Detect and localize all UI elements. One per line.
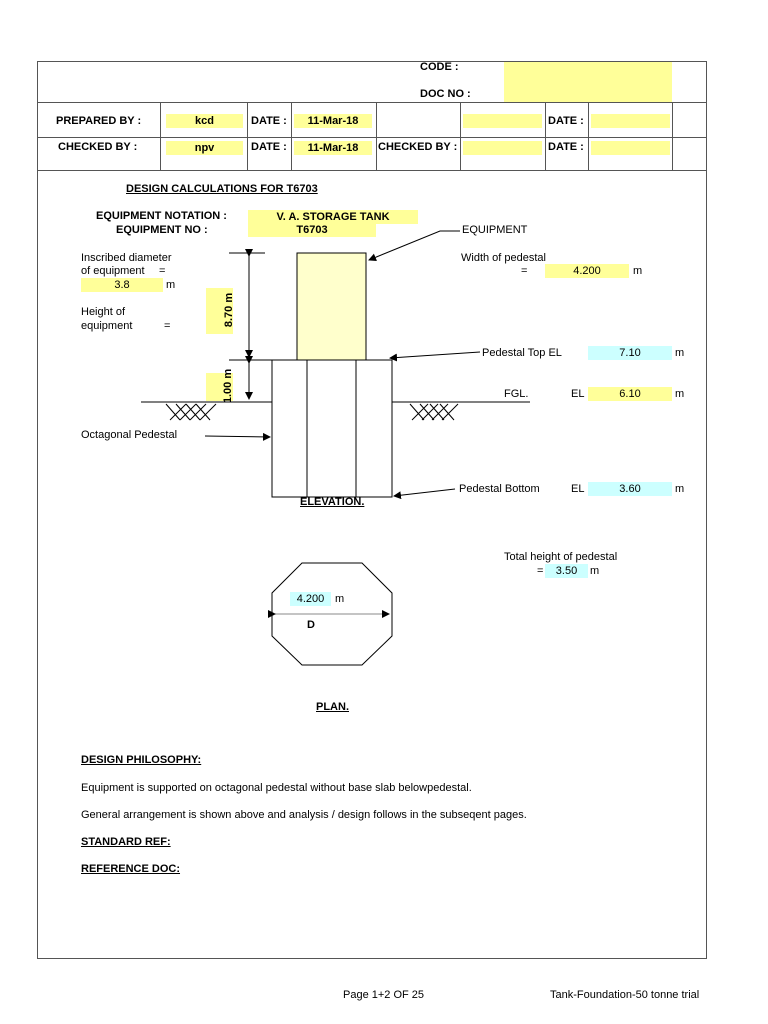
- date-label: DATE :: [251, 141, 287, 153]
- equipment-notation-field[interactable]: V. A. STORAGE TANK: [248, 210, 418, 224]
- bottom-el-leader: [394, 489, 455, 496]
- unit-label: m: [335, 593, 345, 605]
- inscribed-diameter-field[interactable]: 3.8: [81, 278, 163, 292]
- top-el-label: Pedestal Top EL: [482, 347, 562, 359]
- el-label: EL: [571, 388, 585, 400]
- total-height-label: Total height of pedestal: [504, 551, 618, 563]
- octagonal-pedestal-label: Octagonal Pedestal: [81, 429, 178, 441]
- pedestal-dim-label: 1.00 m: [222, 368, 234, 404]
- file-name: Tank-Foundation-50 tonne trial: [550, 989, 700, 1001]
- height-label: Height of: [81, 306, 126, 318]
- equipment-callout-label: EQUIPMENT: [462, 224, 528, 236]
- top-el-leader: [390, 352, 480, 358]
- unit-label: m: [675, 483, 685, 495]
- pedestal-body: [272, 360, 392, 497]
- prepared-by-field[interactable]: kcd: [166, 114, 243, 128]
- inscribed-diameter-label: Inscribed diameter: [81, 252, 172, 264]
- inscribed-diameter-label-2: of equipment: [81, 265, 145, 277]
- fgl-label: FGL.: [504, 388, 529, 400]
- philosophy-line-2: General arrangement is shown above and analysis / design follows in the subseqent pages.: [81, 809, 527, 821]
- design-philosophy-heading: DESIGN PHILOSOPHY:: [81, 754, 202, 766]
- equipment-no-field[interactable]: T6703: [248, 223, 376, 237]
- total-height-field[interactable]: 3.50: [545, 564, 588, 578]
- date-label-2: DATE :: [548, 115, 584, 127]
- el-label: EL: [571, 483, 585, 495]
- unit-label: m: [675, 347, 685, 359]
- elevation-label: ELEVATION.: [300, 496, 365, 508]
- equals-sign: =: [159, 265, 166, 277]
- date-label-2: DATE :: [548, 141, 584, 153]
- equipment-no-label: EQUIPMENT NO :: [116, 224, 208, 236]
- date-label: DATE :: [251, 115, 287, 127]
- checked-by-label: CHECKED BY :: [58, 141, 138, 153]
- checked-date-field[interactable]: 11-Mar-18: [294, 141, 372, 155]
- bottom-el-field[interactable]: 3.60: [588, 482, 672, 496]
- reference-doc-heading: REFERENCE DOC:: [81, 863, 181, 875]
- height-label-2: equipment: [81, 320, 133, 332]
- top-el-field[interactable]: 7.10: [588, 346, 672, 360]
- soil-hatch-right: [410, 404, 458, 420]
- equipment-notation-label: EQUIPMENT NOTATION :: [96, 210, 227, 222]
- standard-ref-heading: STANDARD REF:: [81, 836, 171, 848]
- equipment-leader: [369, 231, 460, 260]
- unit-label: m: [633, 265, 643, 277]
- doc-no-label: DOC NO :: [420, 88, 471, 100]
- octagonal-leader: [205, 436, 270, 437]
- prepared-by-label: PREPARED BY :: [56, 115, 142, 127]
- prepared-date-field[interactable]: 11-Mar-18: [294, 114, 372, 128]
- equals-sign: =: [537, 565, 544, 577]
- equals-sign: =: [164, 320, 171, 332]
- unit-label: m: [166, 279, 176, 291]
- equipment-body: [297, 253, 366, 360]
- width-field[interactable]: 4.200: [545, 264, 629, 278]
- plan-label: PLAN.: [316, 701, 349, 713]
- plan-dim-field[interactable]: 4.200: [290, 592, 331, 606]
- equals-sign: =: [521, 265, 528, 277]
- page-title: DESIGN CALCULATIONS FOR T6703: [126, 183, 318, 195]
- unit-label: m: [675, 388, 685, 400]
- width-label: Width of pedestal: [461, 252, 546, 264]
- soil-hatch-left: [166, 404, 216, 420]
- checked-by-field[interactable]: npv: [166, 141, 243, 155]
- fgl-field[interactable]: 6.10: [588, 387, 672, 401]
- plan-d-label: D: [307, 619, 315, 631]
- code-label: CODE :: [420, 61, 459, 73]
- page-number: Page 1+2 OF 25: [343, 989, 425, 1001]
- height-dim-label: 8.70 m: [223, 292, 235, 328]
- philosophy-line-1: Equipment is supported on octagonal pedestal without base slab belowpedestal.: [81, 782, 472, 794]
- checked-by-label-2: CHECKED BY :: [378, 141, 458, 153]
- unit-label: m: [590, 565, 600, 577]
- bottom-el-label: Pedestal Bottom: [459, 483, 540, 495]
